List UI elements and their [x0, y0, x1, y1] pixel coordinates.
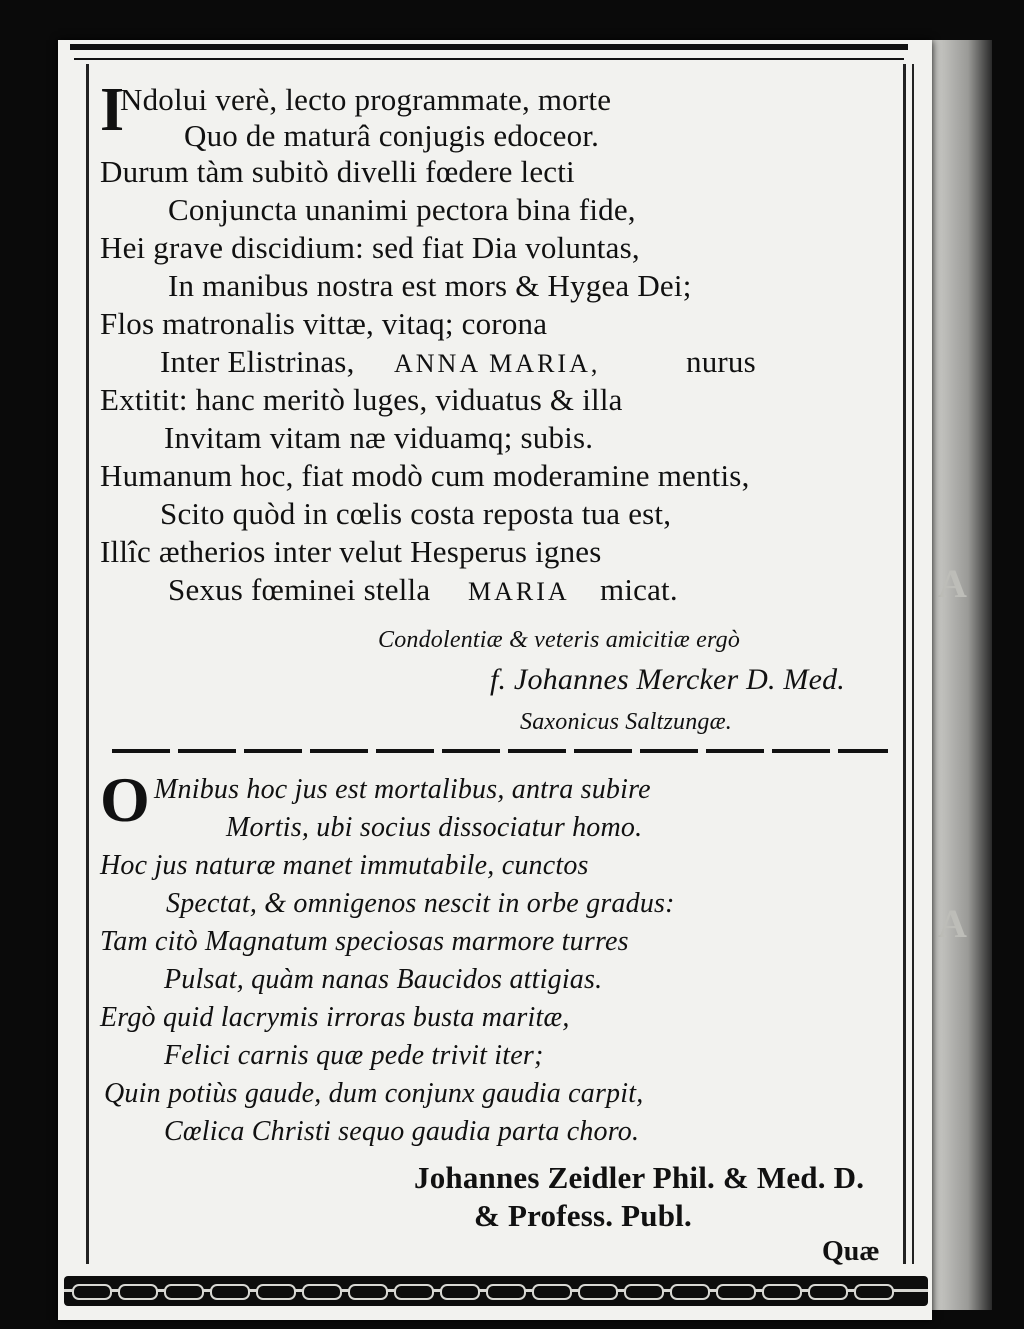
drop-cap-initial: O	[100, 764, 150, 835]
border-ornament	[716, 1284, 756, 1300]
poem-line: Quin potiùs gaude, dum conjunx gaudia carpit,	[104, 1078, 644, 1109]
poem-line: Cœlica Christi sequo gaudia parta choro.	[164, 1116, 640, 1147]
poem-line: In manibus nostra est mors & Hygea Dei;	[168, 268, 692, 303]
author-origin: Saxonicus Saltzungæ.	[520, 709, 732, 735]
border-ornament	[854, 1284, 894, 1300]
border-ornament	[302, 1284, 342, 1300]
poem-line: Pulsat, quàm nanas Baucidos attigias.	[164, 964, 603, 995]
poem-line: Ndolui verè, lecto programmate, morte	[120, 82, 612, 117]
border-ornament	[210, 1284, 250, 1300]
drop-cap-initial: I	[100, 76, 125, 144]
bleed-through-letter: A	[938, 561, 967, 606]
poem-line: Durum tàm subitò divelli fœdere lecti	[100, 154, 575, 189]
poem-line: Mnibus hoc jus est mortalibus, antra subire	[154, 774, 651, 805]
border-ornament	[118, 1284, 158, 1300]
poem-line: nurus	[686, 344, 756, 379]
poem-line: Inter Elistrinas,	[160, 344, 355, 379]
poem-line: Invitam vitam næ viduamq; subis.	[164, 420, 594, 455]
border-ornament	[164, 1284, 204, 1300]
poem-line: Illîc ætherios inter velut Hesperus ignes	[100, 534, 602, 569]
border-ornament	[440, 1284, 480, 1300]
border-ornament	[532, 1284, 572, 1300]
border-ornament	[808, 1284, 848, 1300]
poem-line: Sexus fœminei stella	[168, 572, 431, 607]
bleed-through-letter: A	[938, 901, 967, 946]
border-ornament	[762, 1284, 802, 1300]
border-ornament	[578, 1284, 618, 1300]
dedication-line: Condolentiæ & veteris amicitiæ ergò	[378, 627, 741, 653]
author-title: & Profess. Publ.	[474, 1198, 692, 1233]
catchword: Quæ	[822, 1236, 880, 1267]
author-signature: f. Johannes Mercker D. Med.	[490, 663, 845, 696]
poem-name-smallcaps: ANNA MARIA,	[394, 349, 601, 378]
border-ornament	[486, 1284, 526, 1300]
poem-line: Hoc jus naturæ manet immutabile, cunctos	[100, 850, 589, 881]
poem-line: Scito quòd in cœlis costa reposta tua est,	[160, 496, 672, 531]
border-ornament	[72, 1284, 112, 1300]
poem-line: Spectat, & omnigenos nescit in orbe gradus:	[166, 888, 675, 919]
poem-line: Tam citò Magnatum speciosas marmore turres	[100, 926, 629, 957]
border-ornament	[348, 1284, 388, 1300]
poem-line: Mortis, ubi socius dissociatur homo.	[226, 812, 643, 843]
poem-line: Conjuncta unanimi pectora bina fide,	[168, 192, 636, 227]
poem-line: Ergò quid lacrymis irroras busta maritæ,	[100, 1002, 570, 1033]
poem-line: Hei grave discidium: sed fiat Dia voluntas,	[100, 230, 640, 265]
poem-line: Humanum hoc, fiat modò cum moderamine mentis,	[100, 458, 750, 493]
border-ornament	[256, 1284, 296, 1300]
border-ornament	[394, 1284, 434, 1300]
poem-name-smallcaps: MARIA	[468, 577, 570, 606]
border-ornament	[624, 1284, 664, 1300]
poem-line: Quo de maturâ conjugis edoceor.	[184, 118, 600, 153]
border-ornament	[670, 1284, 710, 1300]
author-signature: Johannes Zeidler Phil. & Med. D.	[414, 1160, 865, 1195]
poem-line: micat.	[600, 572, 678, 607]
ornamental-border	[64, 1276, 928, 1306]
poem-line: Extitit: hanc meritò luges, viduatus & illa	[100, 382, 623, 417]
poem-line: Flos matronalis vittæ, vitaq; corona	[100, 306, 548, 341]
poem-line: Felici carnis quæ pede trivit iter;	[164, 1040, 544, 1071]
